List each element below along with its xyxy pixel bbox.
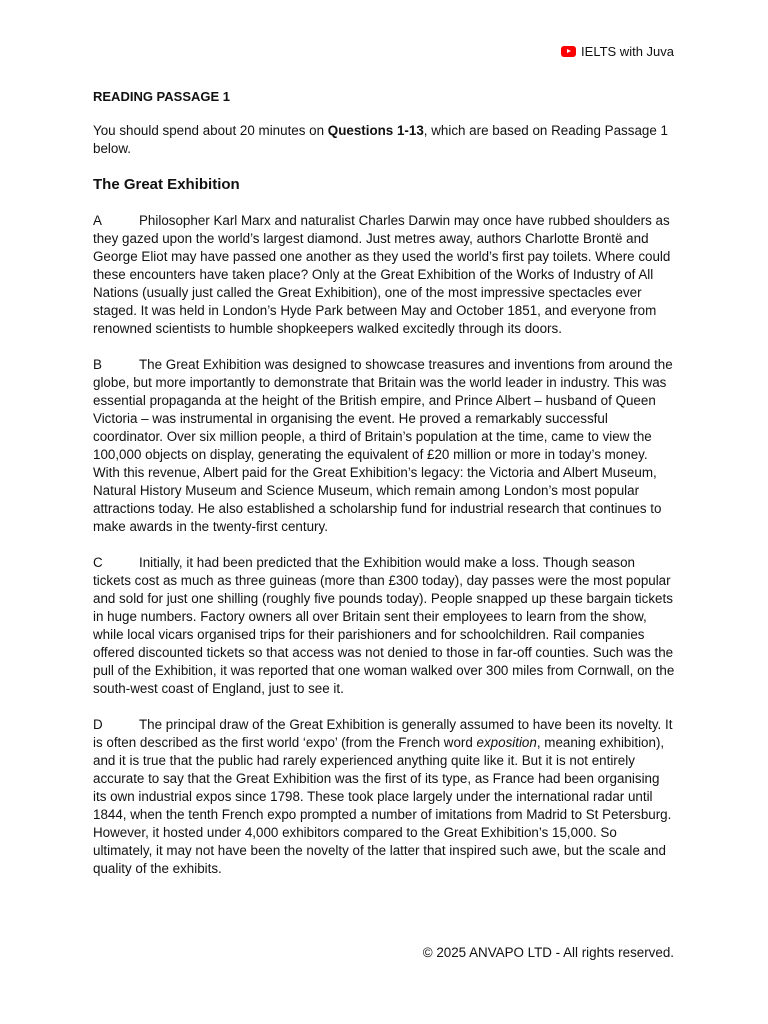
instructions-before: You should spend about 20 minutes on xyxy=(93,123,328,138)
instructions xyxy=(93,122,675,158)
youtube-icon xyxy=(561,46,576,57)
paragraph-letter: A xyxy=(93,213,102,228)
paragraph-text: Philosopher Karl Marx and naturalist Charles Darwin may once have rubbed shoulders as they gazed upon the world’s largest diamond. Just metres away, authors Charlotte Brontë and George Eliot may have passed one another as they used the world’s first pay toilets. Where could these encounters have taken place? Only at the Great Exhibition of the Works of Industry of All Nations (usually just called the Great Exhibition), one of the most impressive spectacles ever staged. It was held in London’s Hyde Park between May and October 1851, and everyone from renowned scientists to humble shopkeepers walked excitedly through its doors. xyxy=(93,213,671,336)
paragraph-text: Initially, it had been predicted that the Exhibition would make a loss. Though season tickets cost as much as three guineas (more than £300 today), day passes were the most popular and sold for just one shilling (roughly five pounds today). People snapped up these bargain tickets in huge numbers. Factory owners all over Britain sent their employees to learn from the show, while local vicars organised trips for their parishioners and for schoolchildren. Rail companies offered discounted tickets so that access was not denied to those in far-off counties. Such was the pull of the Exhibition, it was reported that one woman walked over 300 miles from Cornwall, on the south-west coast of England, just to see it. xyxy=(93,555,675,696)
paragraph-text-after: , meaning exhibition), and it is true that the public had rarely experienced anything quite like it. But it is not entirely accurate to say that the Great Exhibition was the first of its type, as France had been organising its own industrial expos since 1798. These took place largely under the international radar until 1844, when the tenth French expo prompted a number of imitations from Madrid to St Petersburg. However, it hosted under 4,000 exhibitors compared to the Great Exhibition’s 15,000. So ultimately, it may not have been the novelty of the latter that inspired such awe, but the scale and quality of the exhibits. xyxy=(93,735,672,876)
instructions-questions: Questions 1-13 xyxy=(327,123,424,138)
brand-header xyxy=(561,44,674,59)
paragraph-a xyxy=(93,212,675,338)
passage-label: READING PASSAGE 1 xyxy=(93,89,231,104)
document-body xyxy=(93,88,675,896)
paragraph-text-before: The principal draw of the Great Exhibition is generally assumed to have been its novelty. It is often described as the first world ‘expo’ (from the French word xyxy=(93,717,673,750)
copyright-footer: © 2025 ANVAPO LTD - All rights reserved. xyxy=(422,945,674,960)
paragraph-b xyxy=(93,356,675,536)
passage-title: The Great Exhibition xyxy=(93,176,240,193)
instructions-after: , which are based on Reading Passage 1 below. xyxy=(93,123,668,156)
paragraph-text-italic: exposition xyxy=(476,735,537,750)
paragraph-letter: C xyxy=(93,555,103,570)
paragraph-c xyxy=(93,554,675,698)
paragraph-d xyxy=(93,716,675,878)
paragraph-letter: D xyxy=(93,717,103,732)
paragraph-text: The Great Exhibition was designed to showcase treasures and inventions from around the globe, but more importantly to demonstrate that Britain was the world leader in industry. This was essential propaganda at the height of the British empire, and Prince Albert – husband of Queen Victoria – was instrumental in organising the event. He proved a remarkably successful coordinator. Over six million people, a third of Britain’s population at the time, came to view the 100,000 objects on display, generating the equivalent of £20 million or more in today’s money. With this revenue, Albert paid for the Great Exhibition’s legacy: the Victoria and Albert Museum, Natural History Museum and Science Museum, which remain among London’s most popular attractions today. He also established a scholarship fund for industrial research that continues to make awards in the twenty-first century. xyxy=(93,357,673,534)
brand-text: IELTS with Juva xyxy=(581,44,674,59)
paragraph-letter: B xyxy=(93,357,102,372)
